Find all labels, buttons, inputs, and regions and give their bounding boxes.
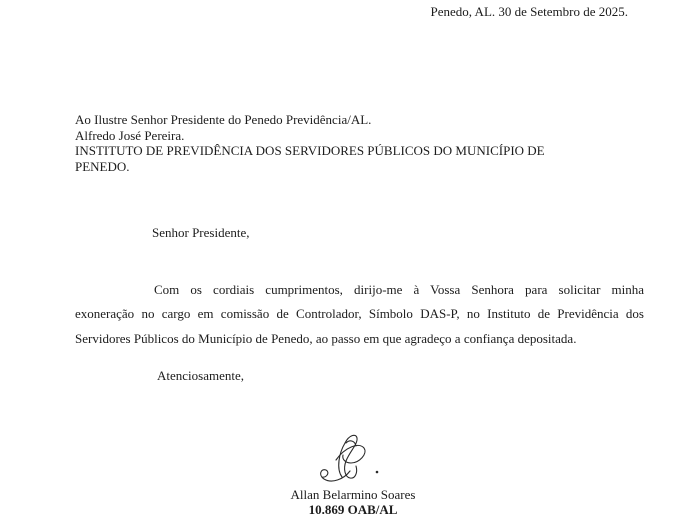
body-paragraph (75, 278, 644, 351)
recipient-block (75, 112, 645, 174)
recipient-line-1: Ao Ilustre Senhor Presidente do Penedo Previdência/AL. (75, 112, 372, 127)
closing: Atenciosamente, (157, 368, 244, 383)
signatory-credential: 10.869 OAB/AL (308, 502, 398, 517)
recipient-line-2: Alfredo José Pereira. (75, 127, 185, 143)
body-line-2: exoneração no cargo em comissão de Controlador, Símbolo DAS-P, no Instituto de Previdência dos (75, 306, 644, 322)
body-line-1: Com os cordiais cumprimentos, dirijo-me à Vossa Senhora para solicitar minha (154, 282, 644, 297)
signatory-name: Allan Belarmino Soares (290, 487, 416, 502)
recipient-line-4: PENEDO. (75, 158, 130, 174)
salutation: Senhor Presidente, (152, 225, 250, 240)
handwritten-signature-icon (312, 431, 384, 483)
recipient-line-3: INSTITUTO DE PREVIDÊNCIA DOS SERVIDORES PÚBLICOS DO MUNICÍPIO DE (75, 143, 545, 158)
date-line: Penedo, AL. 30 de Setembro de 2025. (430, 4, 628, 19)
body-line-3: Servidores Públicos do Município de Penedo, ao passo em que agradeço a confiança depositada. (75, 330, 577, 346)
